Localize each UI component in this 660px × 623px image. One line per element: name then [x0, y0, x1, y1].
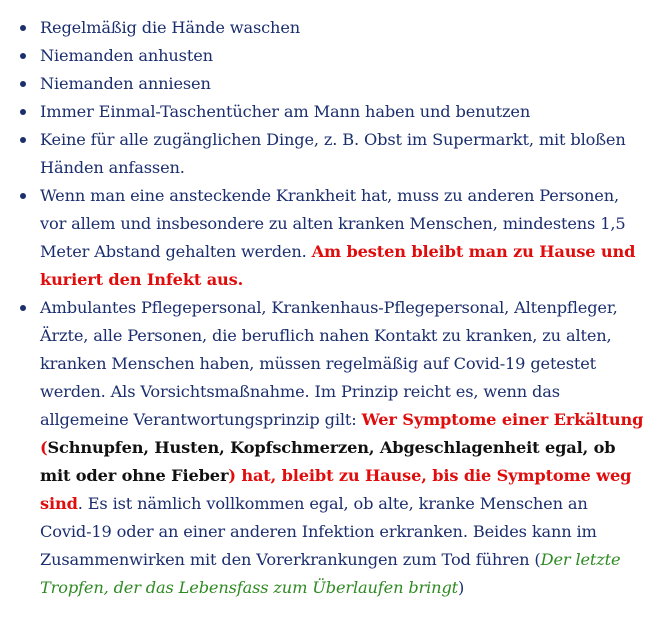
list-item [40, 182, 644, 294]
bullet-icon [20, 305, 26, 311]
list-item [40, 294, 644, 602]
list-item [40, 98, 644, 126]
bullet-icon [20, 193, 26, 199]
proverb-quote: Der letzte Tropfen, der das Lebensfass zum Überlaufen bringt [40, 550, 621, 597]
bullet-icon [20, 25, 26, 31]
list-item [40, 126, 644, 182]
bullet-icon [20, 109, 26, 115]
list-item [40, 70, 644, 98]
bullet-icon [20, 81, 26, 87]
symptom-rule-end: ) hat, bleibt zu Hause, bis die Symptome weg sind [40, 466, 632, 513]
hygiene-rules-list [0, 14, 644, 602]
symptoms-list: Schnupfen, Husten, Kopfschmerzen, Abgeschlagenheit egal, ob mit oder ohne Fieber [40, 438, 616, 485]
bullet-icon [20, 53, 26, 59]
list-item-text-outro: . Es ist nämlich vollkommen egal, ob alte, kranke Menschen an Covid-19 oder an einer anderen Infektion erkranken. Beides kann im Zusammenwirken mit den Vorerkrankungen zum Tod führen ( [40, 494, 597, 569]
list-item-text: Immer Einmal-Taschentücher am Mann haben und benutzen [40, 102, 531, 121]
list-item-text: Keine für alle zugänglichen Dinge, z. B. Obst im Supermarkt, mit bloßen Händen anfassen. [40, 130, 626, 177]
list-item-text: Regelmäßig die Hände waschen [40, 18, 301, 37]
list-item [40, 42, 644, 70]
closing-parenthesis: ) [458, 578, 465, 597]
list-item [40, 14, 644, 42]
stay-home-highlight: Am besten bleibt man zu Hause und kuriert den Infekt aus. [40, 242, 636, 289]
bullet-icon [20, 137, 26, 143]
list-item-text: Niemanden anhusten [40, 46, 213, 65]
list-item-text: Ambulantes Pflegepersonal, Krankenhaus-Pflegepersonal, Altenpfleger, Ärzte, alle Personen, die beruflich nahen Kontakt zu kranken, zu alten, kranken Menschen haben, müssen regelmäßig auf Covid-19 getestet werden. Als Vorsichtsmaßnahme. Im Prinzip reicht es, wenn das allgemeine Verantwortungsprinzip gilt: [40, 298, 618, 429]
symptom-rule-start: Wer Symptome einer Erkältung ( [40, 410, 644, 457]
list-item-text: Niemanden anniesen [40, 74, 211, 93]
list-item-text: Wenn man eine ansteckende Krankheit hat, muss zu anderen Personen, vor allem und insbesondere zu alten kranken Menschen, mindestens 1,5 Meter Abstand gehalten werden. [40, 186, 626, 261]
